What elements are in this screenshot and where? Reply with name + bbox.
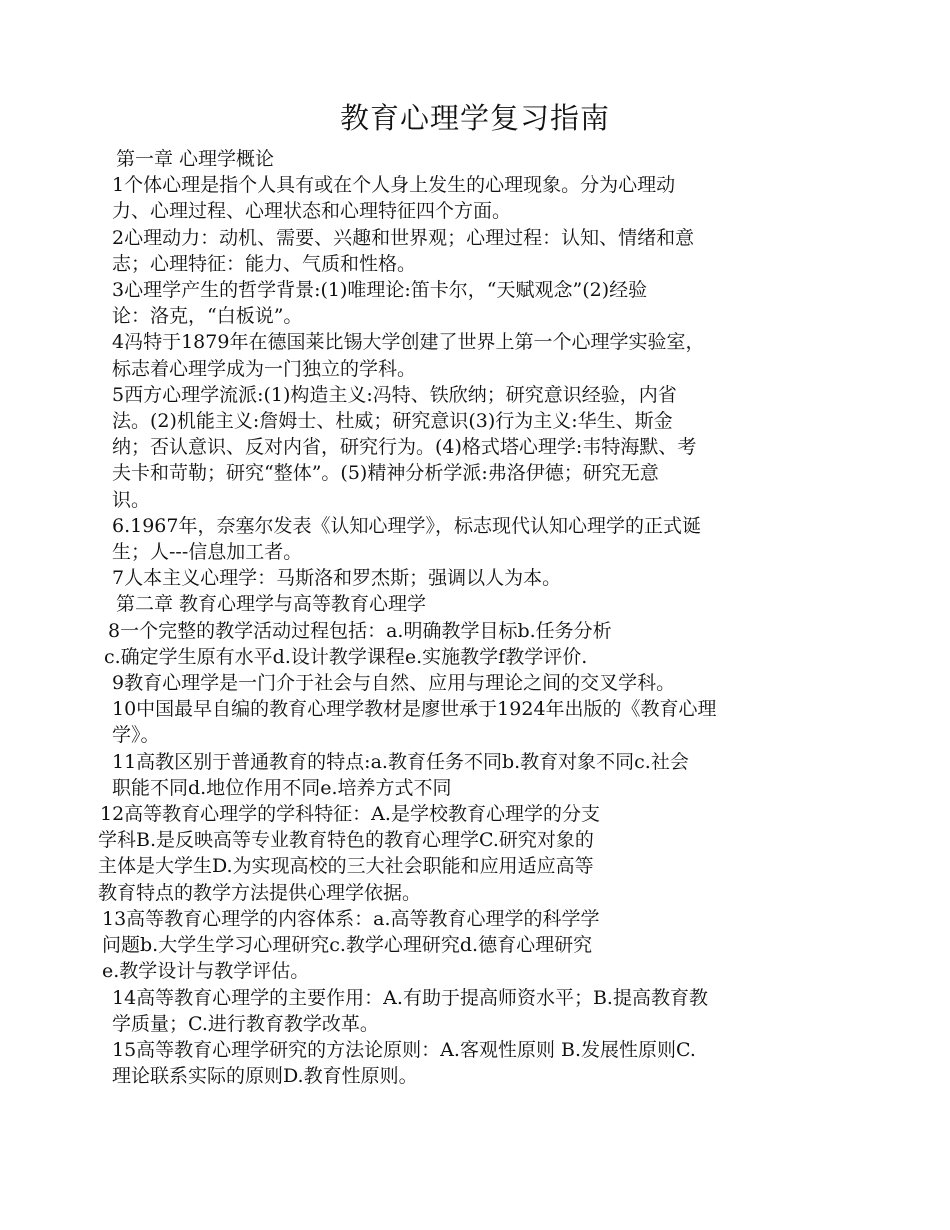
text-line: 6.1967年，奈塞尔发表《认知心理学》，标志现代认知心理学的正式诞 (112, 514, 701, 537)
text-line: 生；人---信息加工者。 (112, 541, 303, 564)
document-title: 教育心理学复习指南 (339, 101, 610, 135)
text-line: 学科B.是反映高等专业教育特色的教育心理学C.研究对象的 (98, 829, 594, 852)
text-line: 15高等教育心理学研究的方法论原则：A.客观性原则 B.发展性原则C. (112, 1038, 696, 1061)
text-line: 问题b.大学生学习心理研究c.教学心理研究d.德育心理研究 (102, 934, 593, 957)
text-line: 理论联系实际的原则D.教育性原则。 (112, 1065, 418, 1088)
text-line: 8一个完整的教学活动过程包括：a.明确教学目标b.任务分析 (108, 619, 612, 642)
text-line: 13高等教育心理学的内容体系：a.高等教育心理学的科学学 (102, 907, 600, 930)
text-line: 夫卡和苛勒；研究“整体”。(5)精神分析学派:弗洛伊德；研究无意 (112, 462, 659, 485)
text-line: 职能不同d.地位作用不同e.培养方式不同 (112, 776, 452, 799)
text-line: 论：洛克，“白板说”。 (112, 305, 303, 328)
text-line: 9教育心理学是一门介于社会与自然、应用与理论之间的交叉学科。 (112, 672, 676, 695)
text-line: 10中国最早自编的教育心理学教材是廖世承于1924年出版的《教育心理 (112, 698, 717, 721)
text-line: 力、心理过程、心理状态和心理特征四个方面。 (112, 200, 512, 223)
chapter-heading-2: 第二章 教育心理学与高等教育心理学 (116, 593, 427, 616)
chapter-heading-1: 第一章 心理学概论 (116, 148, 275, 170)
text-line: 5西方心理学流派:(1)构造主义:冯特、铁欣纳；研究意识经验，内省 (112, 383, 677, 406)
text-line: 11高教区别于普通教育的特点:a.教育任务不同b.教育对象不同c.社会 (112, 750, 689, 773)
text-line: 学质量；C.进行教育教学改革。 (112, 1012, 379, 1035)
text-line: 教育特点的教学方法提供心理学依据。 (98, 881, 422, 904)
text-line: 纳；否认意识、反对内省，研究行为。(4)格式塔心理学:韦特海默、考 (112, 436, 697, 459)
text-line: 主体是大学生D.为实现高校的三大社会职能和应用适应高等 (98, 855, 594, 878)
text-line: 2心理动力：动机、需要、兴趣和世界观；心理过程：认知、情绪和意 (112, 226, 695, 249)
text-line: 1个体心理是指个人具有或在个人身上发生的心理现象。分为心理动 (112, 174, 676, 197)
text-line: 14高等教育心理学的主要作用：A.有助于提高师资水平；B.提高教育教 (112, 986, 708, 1009)
document-body (98, 146, 852, 1089)
text-line: 4冯特于1879年在德国莱比锡大学创建了世界上第一个心理学实验室， (112, 331, 705, 354)
text-line: e.教学设计与教学评估。 (102, 960, 310, 983)
text-line: 法。(2)机能主义:詹姆士、杜威；研究意识(3)行为主义:华生、斯金 (112, 410, 673, 433)
text-line: 志；心理特征：能力、气质和性格。 (112, 252, 417, 275)
text-line: 学》。 (112, 724, 160, 747)
text-line: 标志着心理学成为一门独立的学科。 (112, 357, 417, 380)
text-line: c.确定学生原有水平d.设计教学课程e.实施教学f教学评价. (104, 645, 588, 668)
text-line: 3心理学产生的哲学背景:(1)唯理论:笛卡尔，“天赋观念”(2)经验 (112, 279, 648, 302)
text-line: 12高等教育心理学的学科特征：A.是学校教育心理学的分支 (100, 803, 600, 826)
text-line: 7人本主义心理学：马斯洛和罗杰斯；强调以人为本。 (112, 567, 562, 590)
text-line: 识。 (112, 488, 151, 511)
